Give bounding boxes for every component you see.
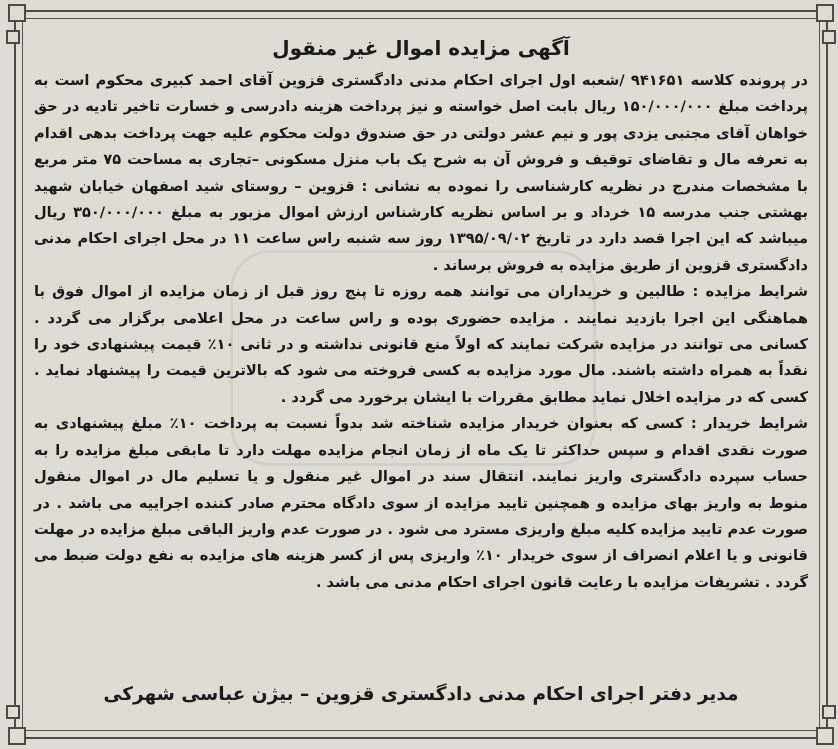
edge-ornament (822, 705, 836, 719)
corner-ornament (816, 4, 834, 22)
corner-ornament (8, 4, 26, 22)
corner-ornament (8, 727, 26, 745)
buyer-conditions-paragraph: شرایط خریدار : کسی که بعنوان خریدار مزایده شناخته شد بدواً نسبت به پرداخت ۱۰٪ مبلغ پیشنهادی به صورت نقدی اقدام و سپس حداکثر تا یک ماه از زمان انجام مزایده مهلت دارد تا مابقی مبلغ مزایده را به حساب سپرده دادگستری واریز نمایند. انتقال سند در اموال غیر منقول و یا تسلیم مال در اموال منقول منوط به واریز بهای مزایده و همچنین تایید مزایده از سوی دادگاه محترم صادر کننده اجراییه می باشد . در صورت عدم تایید مزایده کلیه مبلغ واریزی مسترد می شود . در صورت عدم واریز الباقی مبلغ مزایده در مهلت قانونی و یا اعلام انصراف از سوی خریدار ۱۰٪ واریزی پس از کسر هزینه های مزایده به نفع دولت ضبط می گردد . تشریفات مزایده با رعایت قانون اجرای احکام مدنی می باشد . (34, 415, 808, 591)
signature-line: مدیر دفتر اجرای احکام مدنی دادگستری قزوین – بیژن عباسی شهرکی (103, 684, 739, 705)
edge-ornament (6, 705, 20, 719)
edge-ornament (6, 30, 20, 44)
notice-title: آگهی مزایده اموال غیر منقول (272, 36, 570, 60)
edge-ornament (822, 30, 836, 44)
corner-ornament (816, 727, 834, 745)
auction-conditions-paragraph: شرایط مزایده : طالبین و خریداران می توانند همه روزه تا پنج روز قبل از زمان مزایده از اموال فوق با هماهنگی این اجرا بازدید نمایند . مزایده حضوری بوده و راس ساعت در محل اعلامی برگزار می گردد . کسانی می توانند در مزایده شرکت نمایند که اولاً منع قانونی نداشته و در ثانی ۱۰٪ قیمت پیشنهادی خود را نقداً به همراه داشته باشند. مال مورد مزایده به کسی فروخته می شود که بالاترین قیمت را پیشنهاد نماید . کسی که در مزایده اخلال نماید مطابق مقررات با ایشان برخورد می گردد . (34, 283, 809, 406)
case-paragraph: در پرونده کلاسه ۹۴۱۶۵۱ /شعبه اول اجرای احکام مدنی دادگستری قزوین آقای احمد کبیری محکوم است به پرداخت مبلغ ۱۵۰/۰۰۰/۰۰۰ ریال بابت اصل خواسته و نیز پرداخت هزینه دادرسی و خسارت تاخیر تادیه در حق خواهان آقای مجتبی یزدی پور و نیم عشر دولتی در حق صندوق دولت محکوم علیه جهت پرداخت بدهی اقدام به تعرفه مال و تقاضای توقیف و فروش آن به شرح یک باب منزل مسکونی –تجاری به مساحت ۷۵ متر مربع با مشخصات مندرج در نظریه کارشناسی را نموده به نشانی : قزوین – روستای شید اصفهان خیابان شهید بهشتی جنب مدرسه ۱۵ خرداد و بر اساس نظریه کارشناس ارزش اموال مزبور به مبلغ ۳۵۰/۰۰۰/۰۰۰ ریال میباشد که این اجرا قصد دارد در تاریخ ۱۳۹۵/۰۹/۰۲ روز سه شنبه راس ساعت ۱۱ در محل اجرای احکام مدنی دادگستری قزوین از طریق مزایده به فروش برساند . (34, 72, 808, 274)
notice-body (34, 34, 808, 596)
